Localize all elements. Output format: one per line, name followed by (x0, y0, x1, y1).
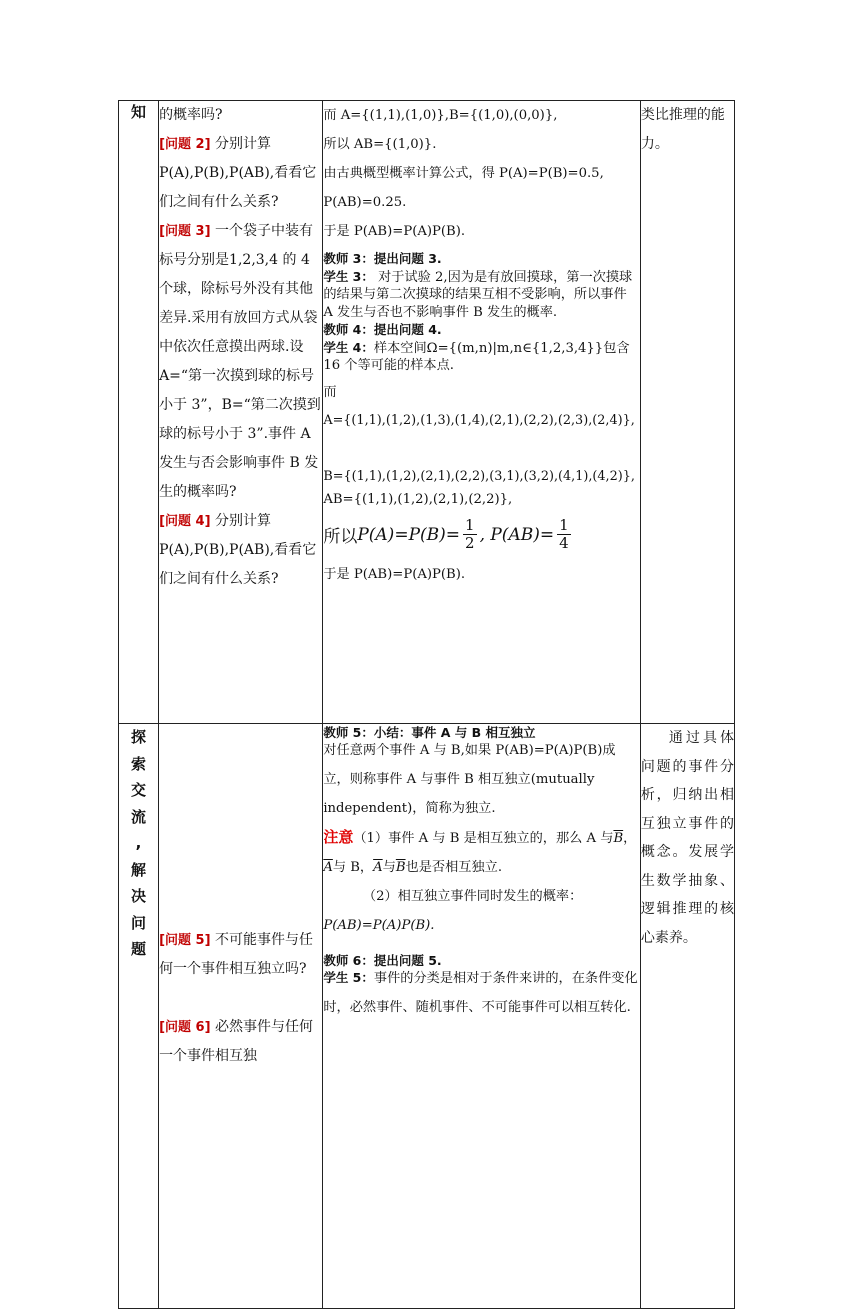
teacher-line: 教师 5：小结：事件 A 与 B 相互独立 (323, 725, 536, 740)
question-tag: [问题 6] (159, 1020, 211, 1035)
stage-char: 探 (131, 728, 147, 746)
note-line: （2）相互独立事件同时发生的概率： (362, 888, 583, 904)
teacher-line: 教师 3：提出问题 3. (323, 251, 442, 266)
answer-line: 于是 P(AB)=P(A)P(B). (323, 566, 466, 582)
objective-cell (640, 724, 734, 1309)
stage-cell (119, 101, 159, 724)
stage-char: 问 (131, 913, 147, 932)
stage-label: 知 (131, 103, 147, 121)
answer-line: 而 (323, 384, 337, 400)
note-line: 注意（1）事件 A 与 B 是相互独立的，那么 A 与$\overline{B}$，$\overline{A}$与 B，$\overline{A}$与$\overline{B}$也是否相互独立. (323, 827, 637, 875)
stage-char: , (135, 834, 142, 852)
activities-cell (323, 724, 641, 1309)
objective-text: 类比推理的能力。 (640, 107, 725, 152)
probability-formula: 所以 P(A) = P(B) = $\frac{1}{2}$ , P(AB) = $\frac{1}{4}$ (323, 516, 569, 552)
answer-line: 于是 P(AB)=P(A)P(B). (323, 224, 466, 239)
stage-char: 交 (131, 781, 147, 799)
stage-char: 解 (131, 860, 147, 879)
teacher-line: 教师 4：提出问题 4. (323, 322, 442, 337)
question-item: [问题 3] 一个袋子中装有标号分别是1,2,3,4 的 4 个球，除标号外没有其他差异.采用有放回方式从袋中依次任意摸出两球.设A=“第一次摸到球的标号小于 3”，B=“第二次摸到球的标号小于 3”.事件 A 发生与否会影响事件 B 发生的概率吗? (159, 223, 321, 500)
note-formula: P(AB)=P(A)P(B). (323, 917, 435, 933)
answer-line: P(AB)=0.25. (323, 195, 407, 210)
activities-cell (323, 101, 641, 724)
stage-char: 流 (131, 807, 147, 826)
definition-text: 对任意两个事件 A 与 B,如果 P(AB)=P(A)P(B)成立，则称事件 A 与事件 B 相互独立(mutually independent)，简称为独立. (323, 742, 616, 816)
set-b: B={(1,1),(1,2),(2,1),(2,2),(3,1),(3,2),(4,1),(4,2)}, (323, 468, 635, 484)
answer-line: 由古典概型概率计算公式，得 P(A)=P(B)=0.5, (323, 166, 604, 181)
answer-line: 而 A={(1,1),(1,0)},B={(1,0),(0,0)}, (323, 108, 558, 123)
objective-text: 通过具体问题的事件分析，归纳出相互独立事件的概念。发展学生数学抽象、逻辑推理的核心素养。 (640, 730, 734, 946)
stage-char: 题 (131, 940, 147, 958)
stage-cell (119, 724, 159, 1309)
stage-char: 索 (131, 754, 147, 773)
student-line: 学生 5：事件的分类是相对于条件来讲的，在条件变化时，必然事件、随机事件、不可能事件可以相互转化. (323, 970, 638, 1015)
question-text: 的概率吗? (159, 107, 223, 123)
student-line: 学生 4：样本空间Ω={(m,n)|m,n∈{1,2,3,4}}包含 16 个等可能的样本点. (323, 339, 630, 373)
table-row (119, 724, 735, 1309)
stage-char: 决 (131, 887, 147, 905)
question-tag: [问题 3] (159, 224, 211, 239)
question-tag: [问题 4] (159, 514, 211, 529)
note-label: 注意 (323, 827, 354, 846)
lesson-plan-table (118, 100, 735, 1309)
fraction-half: $\frac{1}{2}$ (465, 516, 475, 552)
answer-line: 所以 AB={(1,0)}. (323, 137, 437, 152)
question-item: [问题 2] 分别计算P(A),P(B),P(AB),看看它们之间有什么关系? (159, 136, 317, 210)
question-tag: [问题 5] (159, 933, 211, 948)
question-item: [问题 4] 分别计算P(A),P(B),P(AB),看看它们之间有什么关系? (159, 513, 317, 587)
questions-cell (159, 101, 323, 724)
set-ab: AB={(1,1),(1,2),(2,1),(2,2)}, (323, 491, 513, 507)
question-tag: [问题 2] (159, 137, 211, 152)
fraction-quarter: $\frac{1}{4}$ (559, 516, 569, 552)
table-row (119, 101, 735, 724)
set-a: A={(1,1),(1,2),(1,3),(1,4),(2,1),(2,2),(2,3),(2,4)}, (323, 412, 635, 428)
questions-cell (159, 724, 323, 1309)
teacher-line: 教师 6：提出问题 5. (323, 952, 442, 968)
question-item: [问题 5] 不可能事件与任何一个事件相互独立吗? (159, 932, 313, 977)
objective-cell (640, 101, 734, 724)
question-item: [问题 6] 必然事件与任何一个事件相互独 (159, 1019, 313, 1064)
student-line: 学生 3： 对于试验 2,因为是有放回摸球，第一次摸球的结果与第二次摸球的结果互相不受影响，所以事件 A 发生与否也不影响事件 B 发生的概率. (323, 268, 633, 320)
